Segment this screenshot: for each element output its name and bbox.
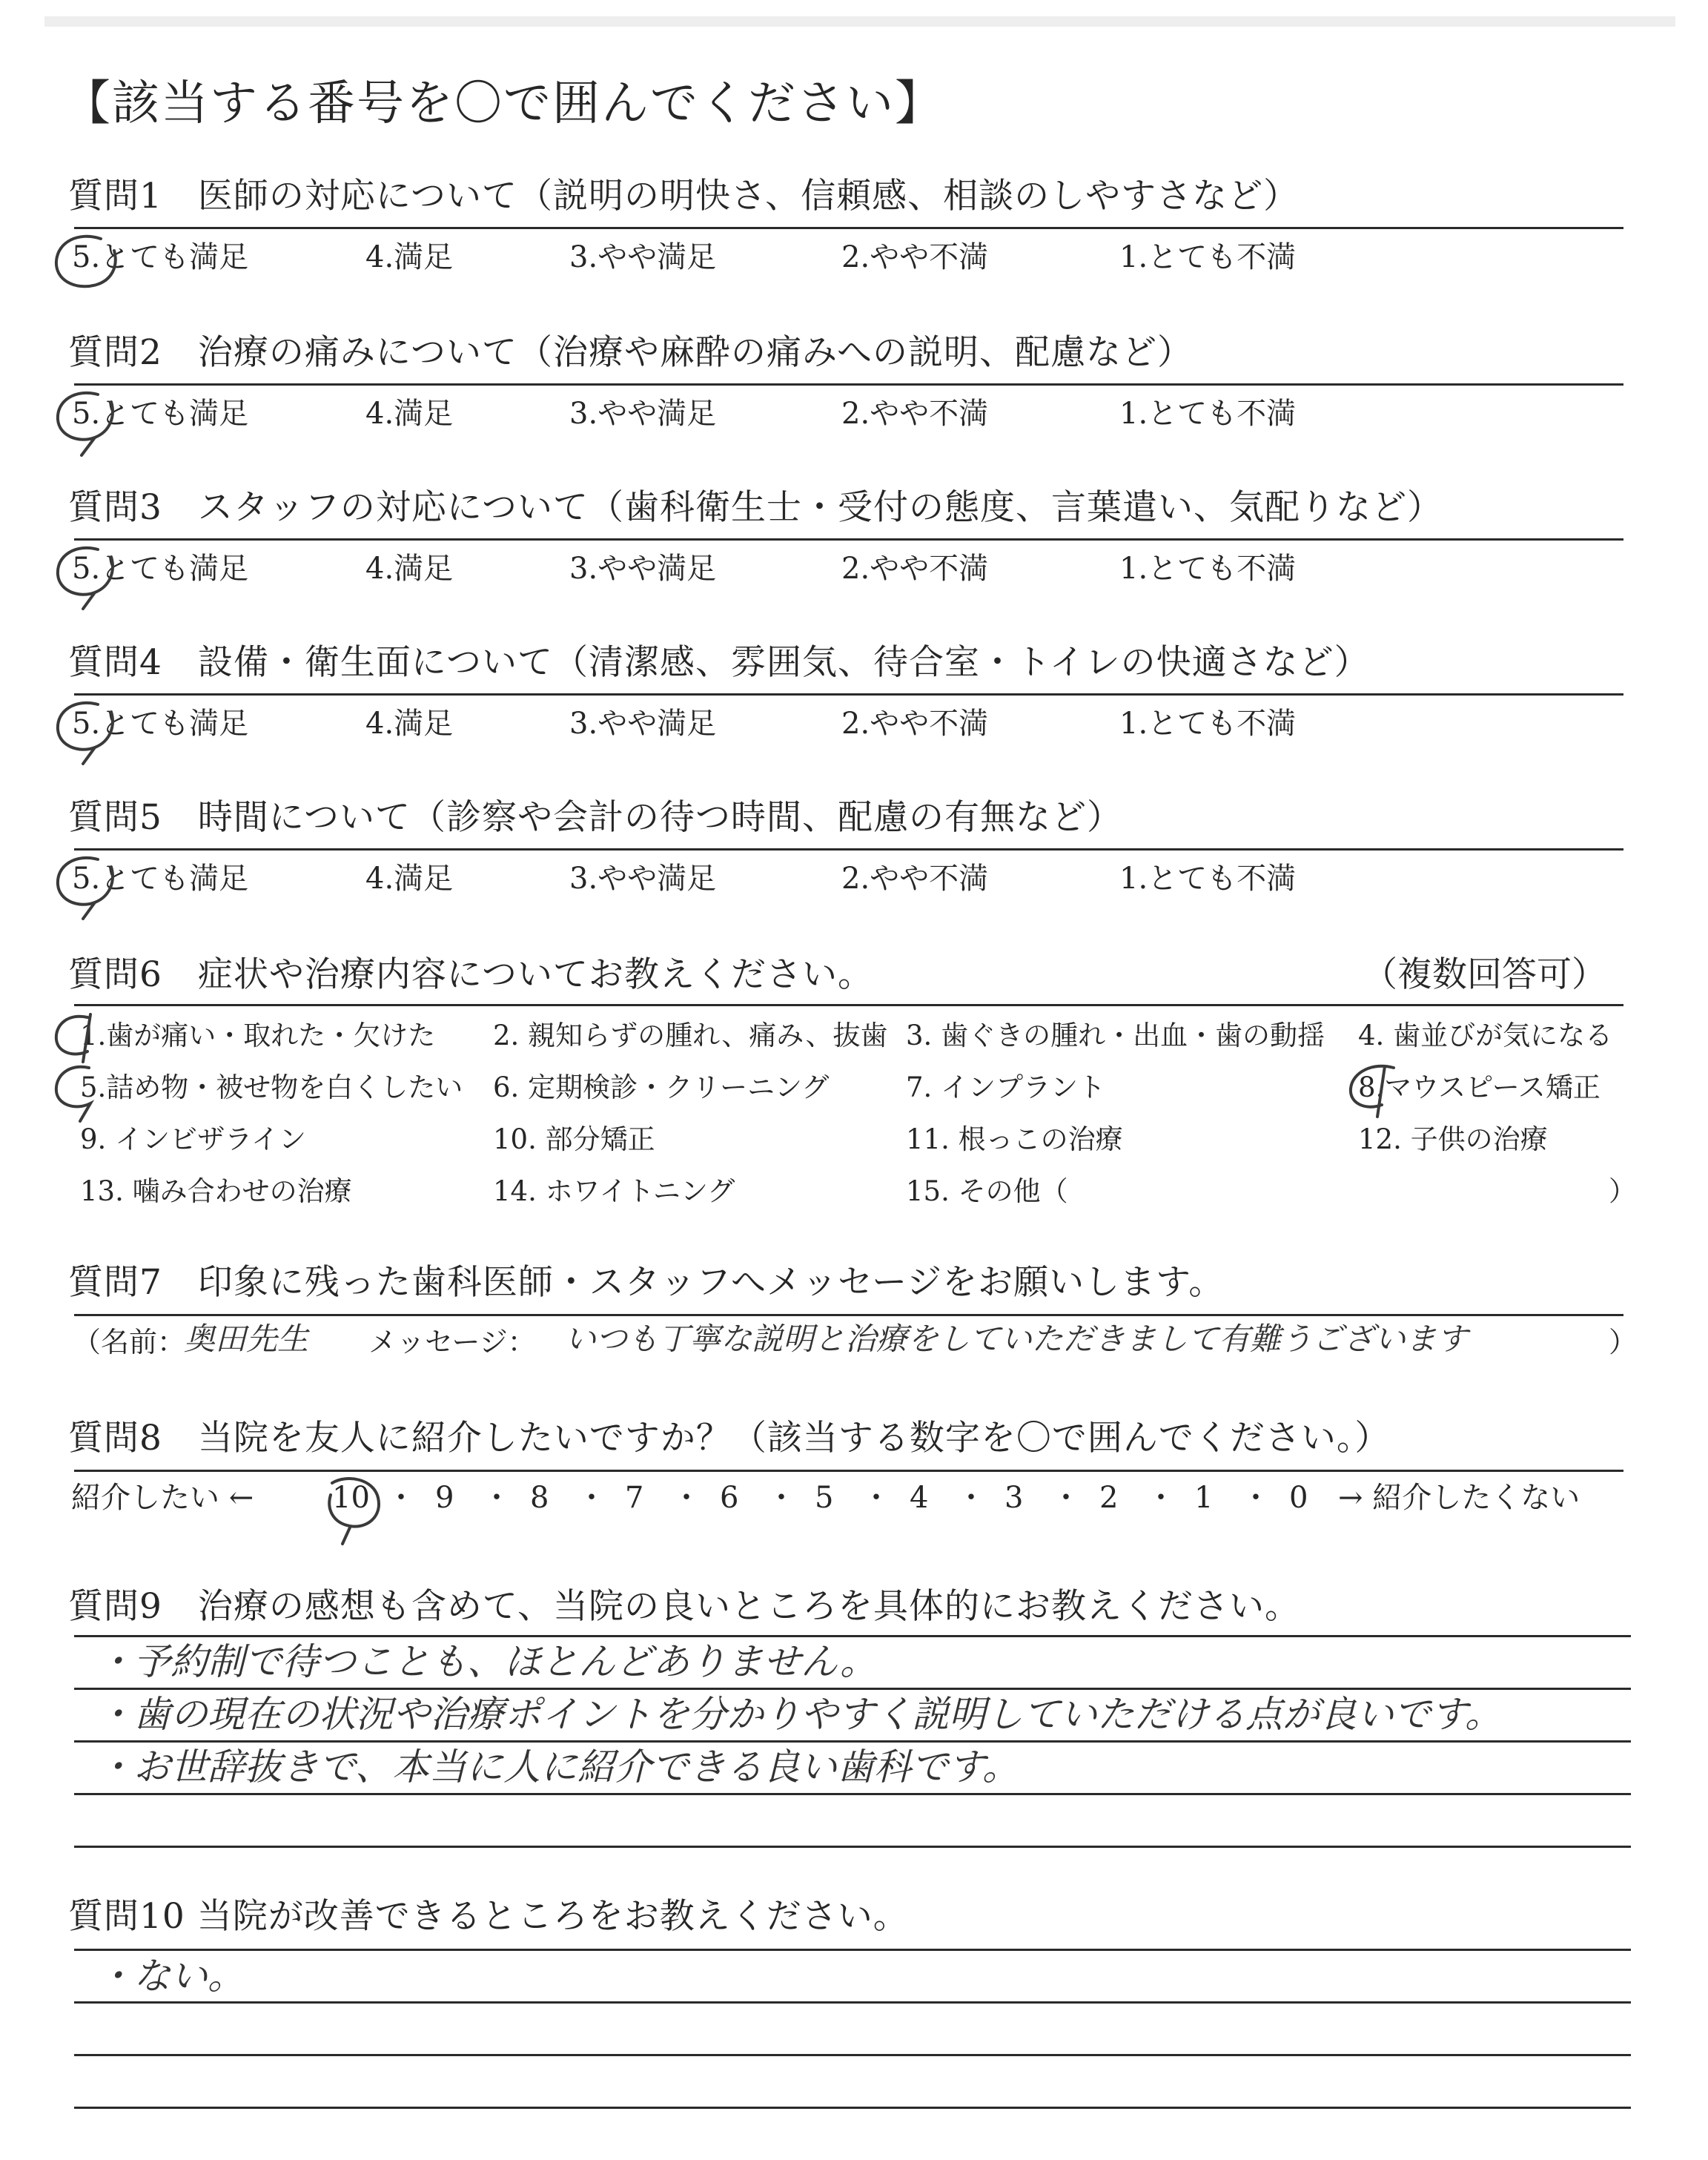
q8-right-label: → 紹介したくない bbox=[1338, 1481, 1580, 1515]
q1-option-4[interactable]: 4.満足 bbox=[365, 240, 454, 274]
q8-sep-5: ・ bbox=[767, 1481, 796, 1515]
q8-score-0[interactable]: 0 bbox=[1289, 1481, 1308, 1515]
q9-answer-1: ・予約制で待つことも、ほとんどありません。 bbox=[96, 1640, 877, 1683]
q6-choice-6[interactable]: 6. 定期検診・クリーニング bbox=[493, 1071, 830, 1103]
q8-score-6[interactable]: 6 bbox=[720, 1481, 739, 1515]
question-6-rule bbox=[74, 1004, 1623, 1006]
q8-sep-10: ・ bbox=[1241, 1481, 1271, 1515]
scan-top-band bbox=[44, 16, 1675, 27]
q6-choice-7[interactable]: 7. インプラント bbox=[906, 1071, 1106, 1103]
q4-option-5[interactable]: 5.とても満足 bbox=[72, 707, 249, 741]
q6-choice-14[interactable]: 14. ホワイトニング bbox=[493, 1175, 735, 1207]
q7-message-label: メッセージ： bbox=[368, 1326, 536, 1358]
question-6-multi-note: （複数回答可） bbox=[1363, 954, 1606, 995]
form-title: 【該当する番号を〇で囲んでください】 bbox=[63, 76, 944, 131]
question-10-label: 質問10 当院が改善できるところをお教えください。 bbox=[68, 1896, 909, 1937]
q8-score-2[interactable]: 2 bbox=[1099, 1481, 1119, 1515]
q6-choice-5-circle-mark bbox=[46, 1059, 120, 1126]
question-8-rule bbox=[74, 1470, 1623, 1472]
q5-option-4[interactable]: 4.満足 bbox=[365, 862, 454, 896]
q9-line-4 bbox=[74, 1793, 1631, 1795]
q6-choice-13[interactable]: 13. 噛み合わせの治療 bbox=[80, 1175, 352, 1207]
q5-circle-mark bbox=[49, 849, 130, 923]
q4-option-2[interactable]: 2.やや不満 bbox=[841, 707, 989, 741]
q8-sep-4: ・ bbox=[672, 1481, 701, 1515]
q8-score-1[interactable]: 1 bbox=[1194, 1481, 1214, 1515]
question-5-label: 質問5 時間について（診察や会計の待つ時間、配慮の有無など） bbox=[68, 797, 1122, 838]
q8-score-10-circle-mark bbox=[317, 1470, 391, 1551]
q2-option-1[interactable]: 1.とても不満 bbox=[1119, 397, 1297, 431]
q8-score-7[interactable]: 7 bbox=[625, 1481, 644, 1515]
q3-option-2[interactable]: 2.やや不満 bbox=[841, 552, 989, 586]
q8-sep-8: ・ bbox=[1051, 1481, 1081, 1515]
q6-choice-12[interactable]: 12. 子供の治療 bbox=[1358, 1123, 1548, 1155]
question-4-rule bbox=[74, 693, 1623, 696]
q10-line-4 bbox=[74, 2107, 1631, 2109]
q2-circle-mark bbox=[49, 384, 130, 458]
question-6-label: 質問6 症状や治療内容についてお教えください。 bbox=[68, 954, 873, 995]
q8-sep-3: ・ bbox=[577, 1481, 606, 1515]
question-4-label: 質問4 設備・衛生面について（清潔感、雰囲気、待合室・トイレの快適さなど） bbox=[68, 642, 1370, 683]
q3-circle-mark bbox=[49, 539, 130, 613]
question-7-rule bbox=[74, 1314, 1623, 1316]
q2-option-5[interactable]: 5.とても満足 bbox=[72, 397, 249, 431]
question-8-label: 質問8 当院を友人に紹介したいですか？（該当する数字を〇で囲んでください。） bbox=[68, 1418, 1391, 1459]
q4-option-4[interactable]: 4.満足 bbox=[365, 707, 454, 741]
q5-option-2[interactable]: 2.やや不満 bbox=[841, 862, 989, 896]
q8-sep-7: ・ bbox=[956, 1481, 986, 1515]
q9-line-2 bbox=[74, 1688, 1631, 1690]
q10-line-2 bbox=[74, 2001, 1631, 2004]
q2-option-2[interactable]: 2.やや不満 bbox=[841, 397, 989, 431]
q8-score-4[interactable]: 4 bbox=[910, 1481, 929, 1515]
q8-score-9[interactable]: 9 bbox=[435, 1481, 454, 1515]
q6-choice-8-circle-mark bbox=[1333, 1059, 1414, 1126]
question-2-label: 質問2 治療の痛みについて（治療や麻酔の痛みへの説明、配慮など） bbox=[68, 332, 1194, 373]
q3-option-3[interactable]: 3.やや満足 bbox=[569, 552, 717, 586]
q4-option-1[interactable]: 1.とても不満 bbox=[1119, 707, 1297, 741]
q1-option-5[interactable]: 5.とても満足 bbox=[72, 240, 249, 274]
q6-choice-1[interactable]: 1.歯が痛い・取れた・欠けた bbox=[80, 1020, 436, 1051]
q6-choice-4[interactable]: 4. 歯並びが気になる bbox=[1358, 1020, 1613, 1051]
q8-sep-9: ・ bbox=[1146, 1481, 1176, 1515]
question-1-rule bbox=[74, 227, 1623, 229]
q6-choice-15-close: ） bbox=[1609, 1175, 1636, 1207]
q6-choice-11[interactable]: 11. 根っこの治療 bbox=[906, 1123, 1123, 1155]
q9-line-5 bbox=[74, 1846, 1631, 1848]
q4-circle-mark bbox=[49, 694, 130, 768]
q8-sep-6: ・ bbox=[861, 1481, 891, 1515]
q8-score-8[interactable]: 8 bbox=[530, 1481, 549, 1515]
q7-name-label: （名前： bbox=[73, 1326, 186, 1358]
q1-option-1[interactable]: 1.とても不満 bbox=[1119, 240, 1297, 274]
question-3-rule bbox=[74, 538, 1623, 541]
question-1-label: 質問1 医師の対応について（説明の明快さ、信頼感、相談のしやすさなど） bbox=[68, 176, 1300, 217]
q9-line-1 bbox=[74, 1635, 1631, 1637]
q7-message-value: いつも丁寧な説明と治療をしていただきまして有難うございます bbox=[565, 1321, 1469, 1357]
q6-choice-3[interactable]: 3. 歯ぐきの腫れ・出血・歯の動揺 bbox=[906, 1020, 1325, 1051]
question-7-label: 質問7 印象に残った歯科医師・スタッフへメッセージをお願いします。 bbox=[68, 1262, 1225, 1303]
q6-choice-15[interactable]: 15. その他（ bbox=[906, 1175, 1068, 1207]
q1-option-3[interactable]: 3.やや満足 bbox=[569, 240, 717, 274]
q5-option-1[interactable]: 1.とても不満 bbox=[1119, 862, 1297, 896]
q8-score-10[interactable]: 10 bbox=[332, 1481, 370, 1515]
q6-choice-8[interactable]: 8.マウスピース矯正 bbox=[1358, 1071, 1601, 1103]
q3-option-4[interactable]: 4.満足 bbox=[365, 552, 454, 586]
q8-sep-1: ・ bbox=[386, 1481, 416, 1515]
q4-option-3[interactable]: 3.やや満足 bbox=[569, 707, 717, 741]
q3-option-5[interactable]: 5.とても満足 bbox=[72, 552, 249, 586]
q6-choice-2[interactable]: 2. 親知らずの腫れ、痛み、抜歯 bbox=[493, 1020, 888, 1051]
q10-line-1 bbox=[74, 1949, 1631, 1951]
q9-line-3 bbox=[74, 1740, 1631, 1743]
q1-option-2[interactable]: 2.やや不満 bbox=[841, 240, 989, 274]
question-5-rule bbox=[74, 848, 1623, 851]
q8-score-3[interactable]: 3 bbox=[1004, 1481, 1024, 1515]
q6-choice-5[interactable]: 5.詰め物・被せ物を白くしたい bbox=[80, 1071, 463, 1103]
q2-option-3[interactable]: 3.やや満足 bbox=[569, 397, 717, 431]
question-3-label: 質問3 スタッフの対応について（歯科衛生士・受付の態度、言葉遣い、気配りなど） bbox=[68, 487, 1443, 528]
q8-score-5[interactable]: 5 bbox=[815, 1481, 834, 1515]
q6-choice-10[interactable]: 10. 部分矯正 bbox=[493, 1123, 655, 1155]
question-2-rule bbox=[74, 383, 1623, 386]
q10-line-3 bbox=[74, 2054, 1631, 2056]
q10-answer-1: ・ない。 bbox=[96, 1955, 245, 1998]
question-9-label: 質問9 治療の感想も含めて、当院の良いところを具体的にお教えください。 bbox=[68, 1586, 1300, 1627]
q9-answer-2: ・歯の現在の状況や治療ポイントを分かりやすく説明していただける点が良いです。 bbox=[96, 1693, 1502, 1736]
q8-left-label: 紹介したい ← bbox=[71, 1481, 254, 1515]
q9-answer-3: ・お世辞抜きで、本当に人に紹介できる良い歯科です。 bbox=[96, 1745, 1019, 1789]
q3-option-1[interactable]: 1.とても不満 bbox=[1119, 552, 1297, 586]
q5-option-5[interactable]: 5.とても満足 bbox=[72, 862, 249, 896]
q2-option-4[interactable]: 4.満足 bbox=[365, 397, 454, 431]
q6-choice-9[interactable]: 9. インビザライン bbox=[80, 1123, 306, 1155]
q7-close-paren: ） bbox=[1609, 1326, 1638, 1358]
q1-circle-mark bbox=[49, 228, 130, 295]
q5-option-3[interactable]: 3.やや満足 bbox=[569, 862, 717, 896]
q7-name-value: 奥田先生 bbox=[184, 1321, 309, 1357]
q8-sep-2: ・ bbox=[482, 1481, 512, 1515]
